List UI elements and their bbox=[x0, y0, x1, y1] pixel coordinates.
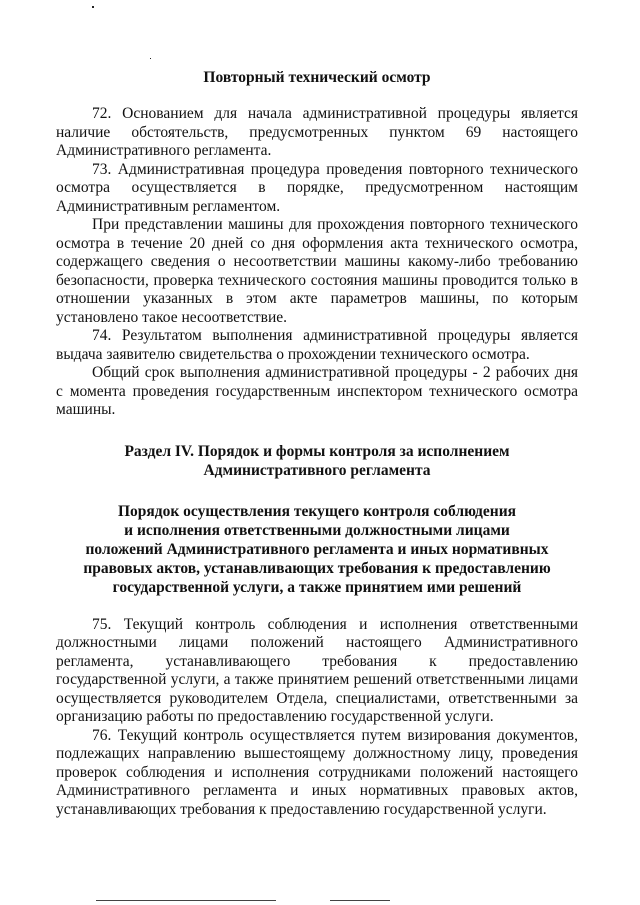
heading-repeat-inspection: Повторный технический осмотр bbox=[203, 69, 431, 86]
paragraph-75: 75. Текущий контроль соблюдения и исполнения ответственными должностными лицами положений настоящего Административного регламента, устанавливающего требования к предоставлению государственной услуги, а также принятием решений ответственными лицами осуществляется руководителем Отдела, специалистами, ответственными за организацию работы по предоставлению государственной услуги. bbox=[56, 615, 578, 725]
subsection-heading-line: и исполнения ответственными должностными лицами bbox=[124, 521, 510, 539]
paragraph-72: 72. Основанием для начала административной процедуры является наличие обстоятельств, предусмотренных пунктом 69 настоящего Административного регламента. bbox=[56, 105, 578, 159]
section-heading-line: Раздел IV. Порядок и формы контроля за исполнением bbox=[124, 442, 510, 460]
paragraph-73: 73. Административная процедура проведения повторного технического осмотра осуществляется в порядке, предусмотренном настоящим Административным регламентом. bbox=[56, 160, 578, 215]
paragraph-74: 74. Результатом выполнения административной процедуры является выдача заявителю свидетельства о прохождении технического осмотра. bbox=[56, 327, 578, 363]
scan-speck bbox=[92, 6, 94, 8]
subsection-heading-line: положений Административного регламента и иных нормативных bbox=[85, 540, 549, 558]
spacer bbox=[56, 597, 578, 616]
subsection-heading-line: Порядок осуществления текущего контроля соблюдения bbox=[117, 502, 517, 520]
subsection-heading-line: государственной услуги, а также принятием ими решений bbox=[112, 578, 522, 596]
document-body bbox=[56, 68, 578, 819]
subsection-heading-line: правовых актов, устанавливающих требования к предоставлению bbox=[83, 559, 551, 577]
paragraph-76: 76. Текущий контроль осуществляется путем визирования документов, подлежащих направлению вышестоящему должностному лицу, проведения проверок соблюдения и исполнения сотрудниками положений настоящего Административного регламента и иных нормативных правовых актов, устанавливающих требования к предоставлению государственной услуги. bbox=[56, 726, 578, 818]
paragraph-74-term: Общий срок выполнения административной процедуры - 2 рабочих дня с момента проведения государственным инспектором технического осмотра машины. bbox=[56, 364, 578, 418]
footer-rule bbox=[330, 900, 390, 901]
section-heading bbox=[56, 442, 578, 480]
paragraph-73-repeat-inspection: При представлении машины для прохождения повторного технического осмотра в течение 20 дней со дня оформления акта технического осмотра, содержащего сведения о несоответствии машины какому-либо требованию безопасности, проверка технического состояния машины проводится только в отношении указанных в этом акте параметров машины, по которым установлено такое несоответствие. bbox=[56, 216, 578, 326]
section-heading-line: Административного регламента bbox=[203, 461, 431, 479]
subsection-heading bbox=[56, 502, 578, 597]
scan-speck bbox=[150, 58, 151, 59]
footer-rule bbox=[96, 900, 276, 901]
